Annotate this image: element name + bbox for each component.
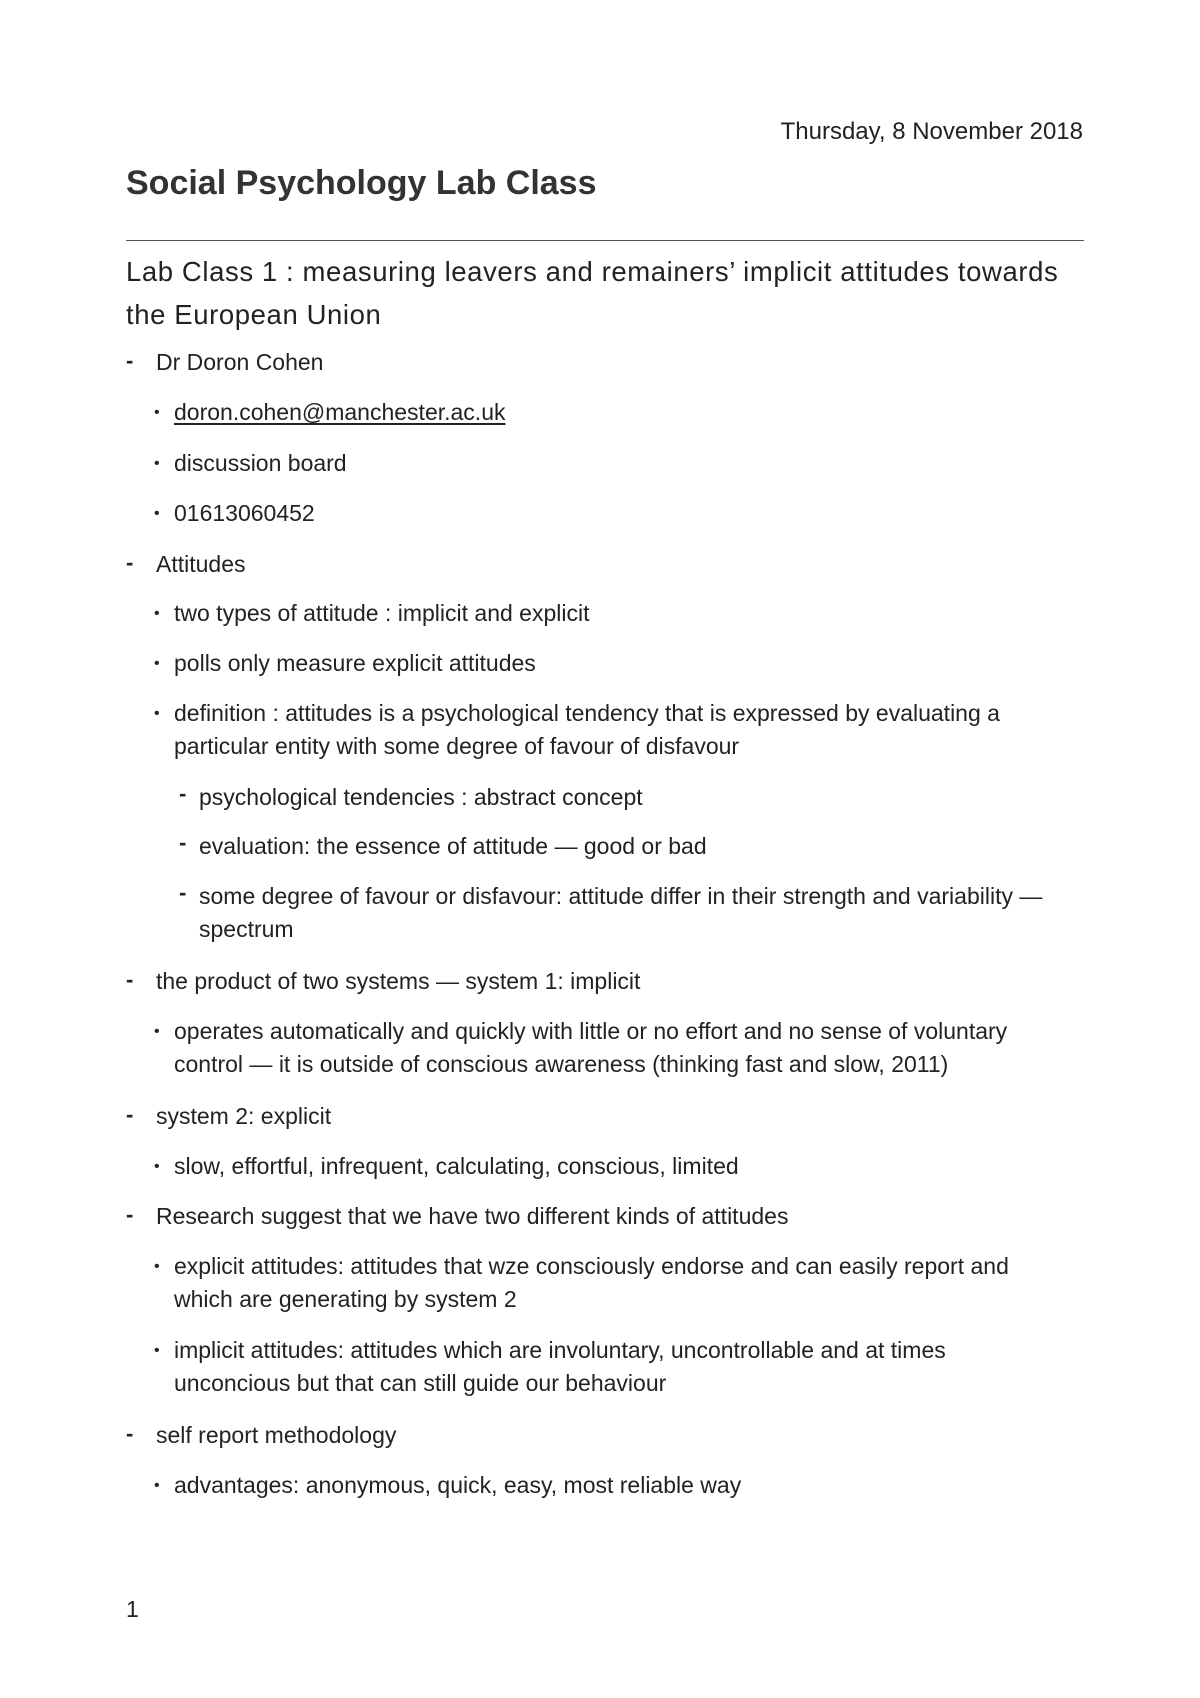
bullet-marker: • <box>154 1342 160 1359</box>
document-title: Social Psychology Lab Class <box>126 164 597 202</box>
item-text: Dr Doron Cohen <box>156 349 324 375</box>
dash-marker: - <box>126 348 134 373</box>
outline-item-types <box>154 597 590 630</box>
item-text: advantages: anonymous, quick, easy, most reliable way <box>174 1472 742 1498</box>
item-text: Attitudes <box>156 551 246 577</box>
email-link[interactable]: doron.cohen@manchester.ac.uk <box>174 399 506 425</box>
outline-item-explicit-attitudes <box>154 1250 1054 1316</box>
dash-marker: - <box>126 1102 134 1127</box>
outline-item-research <box>126 1200 789 1233</box>
page-number: 1 <box>126 1596 139 1622</box>
outline-item-advantages <box>154 1469 742 1502</box>
outline-item-self-report <box>126 1419 397 1452</box>
outline-subitem-evaluation <box>179 830 707 863</box>
item-text: discussion board <box>174 450 347 476</box>
outline-item-system-1-detail <box>154 1015 1054 1081</box>
outline-item-definition <box>154 697 1054 763</box>
bullet-marker: • <box>154 1258 160 1275</box>
bullet-marker: • <box>154 455 160 472</box>
item-text: some degree of favour or disfavour: attitude differ in their strength and variability — spectrum <box>199 883 1043 942</box>
bullet-marker: • <box>154 655 160 672</box>
outline-item-attitudes <box>126 548 246 581</box>
outline-item-system-2 <box>126 1100 332 1133</box>
item-text: self report methodology <box>156 1422 397 1448</box>
item-text: psychological tendencies : abstract concept <box>199 784 643 810</box>
dash-marker: - <box>126 967 134 992</box>
dash-marker: - <box>179 781 187 806</box>
item-text: evaluation: the essence of attitude — good or bad <box>199 833 707 859</box>
outline-item-implicit-attitudes <box>154 1334 1054 1400</box>
dash-marker: - <box>126 550 134 575</box>
bullet-marker: • <box>154 1023 160 1040</box>
bullet-marker: • <box>154 404 160 421</box>
outline-item-system-1 <box>126 965 641 998</box>
dash-marker: - <box>179 830 187 855</box>
item-text: the product of two systems — system 1: implicit <box>156 968 641 994</box>
bullet-marker: • <box>154 705 160 722</box>
item-text: two types of attitude : implicit and explicit <box>174 600 590 626</box>
item-text: definition : attitudes is a psychological tendency that is expressed by evaluating a particular entity with some degree of favour of disfavour <box>174 700 1000 759</box>
item-text: implicit attitudes: attitudes which are involuntary, uncontrollable and at times unconcious but that can still guide our behaviour <box>174 1337 946 1396</box>
dash-marker: - <box>179 880 187 905</box>
bullet-marker: • <box>154 505 160 522</box>
outline-item-email <box>154 396 506 429</box>
outline-subitem-degree <box>179 880 1079 946</box>
document-date: Thursday, 8 November 2018 <box>780 118 1083 145</box>
item-text: polls only measure explicit attitudes <box>174 650 536 676</box>
item-text: explicit attitudes: attitudes that wze consciously endorse and can easily report and which are generating by system 2 <box>174 1253 1009 1312</box>
item-text: 01613060452 <box>174 500 315 526</box>
document-subtitle: Lab Class 1 : measuring leavers and remainers’ implicit attitudes towards the European Union <box>126 256 1059 330</box>
outline-item-phone <box>154 497 315 530</box>
item-text: slow, effortful, infrequent, calculating, conscious, limited <box>174 1153 739 1179</box>
outline-subitem-tendencies <box>179 781 643 814</box>
outline-item-polls <box>154 647 536 680</box>
title-divider <box>126 240 1084 241</box>
outline-item-discussion-board <box>154 447 347 480</box>
bullet-marker: • <box>154 1158 160 1175</box>
outline-item-lecturer <box>126 346 324 379</box>
dash-marker: - <box>126 1202 134 1227</box>
outline-item-system-2-detail <box>154 1150 739 1183</box>
item-text: system 2: explicit <box>156 1103 332 1129</box>
dash-marker: - <box>126 1421 134 1446</box>
bullet-marker: • <box>154 1477 160 1494</box>
bullet-marker: • <box>154 605 160 622</box>
item-text: operates automatically and quickly with little or no effort and no sense of voluntary control — it is outside of conscious awareness (thinking fast and slow, 2011) <box>174 1018 1008 1077</box>
item-text: Research suggest that we have two different kinds of attitudes <box>156 1203 789 1229</box>
